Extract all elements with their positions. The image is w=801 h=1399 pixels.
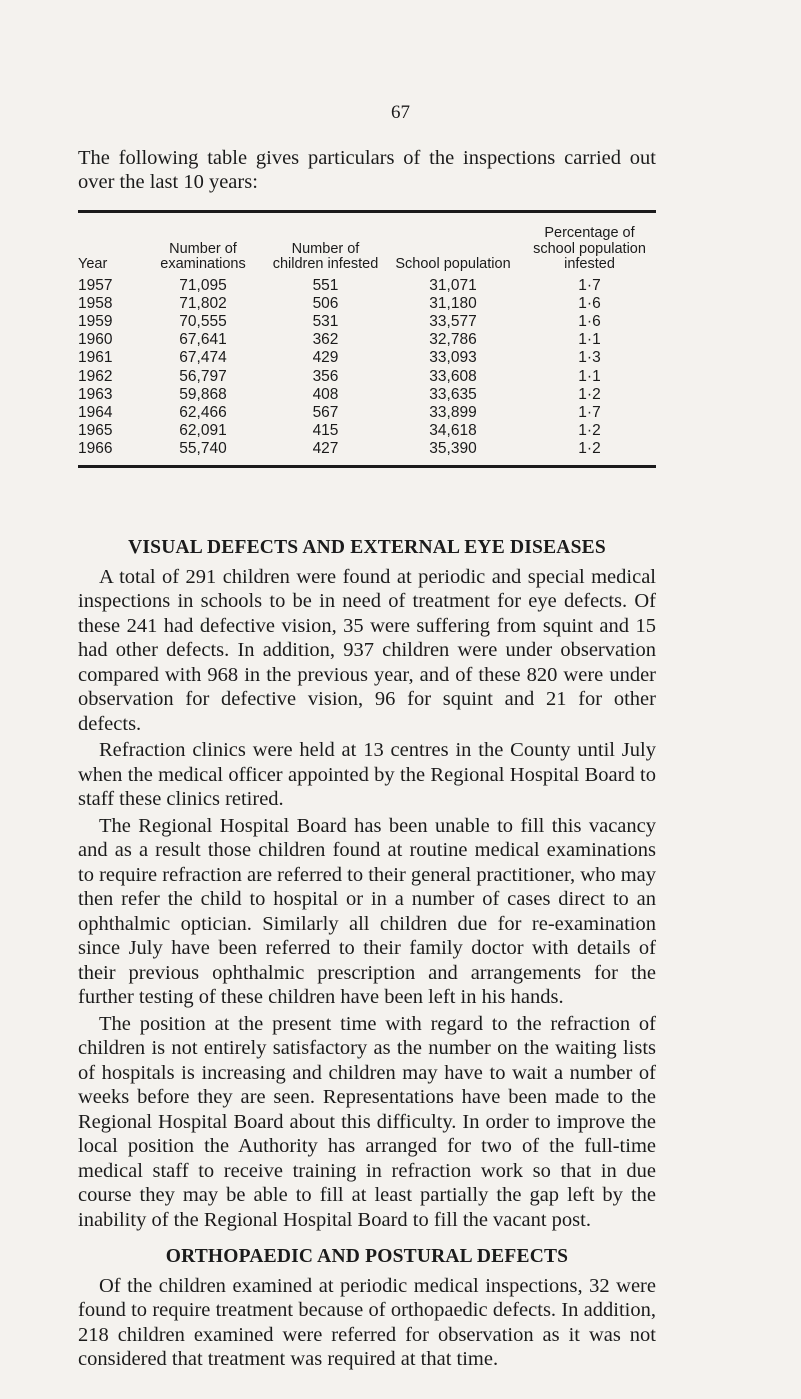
table-row (78, 313, 656, 331)
cell-year: 1958 (78, 294, 113, 312)
cell-percentage: 1·2 (578, 440, 601, 458)
cell-population: 33,093 (429, 349, 477, 367)
cell-infested: 427 (312, 440, 339, 458)
inspections-table (78, 226, 656, 459)
cell-population: 33,577 (429, 312, 477, 330)
cell-population: 33,608 (429, 367, 477, 385)
header-population: School population (395, 256, 511, 272)
orthopaedic-section (78, 1245, 656, 1374)
header-infested: Number of children infested (272, 240, 379, 272)
table-row (78, 422, 656, 440)
table-row (78, 331, 656, 349)
visual-paragraph-3: The Regional Hospital Board has been unable to fill this vacancy and as a result those children found at routine medical examinations to require refraction are referred to their general practitioner, who may then refer the child to hospital or in a number of cases direct to an ophthalmic optician. Similarly all children due for re-examination since July have been referred to their family doctor with details of their previous ophthalmic prescription and arrangements for the further testing of these children have been left in his hands. (78, 814, 657, 1008)
table-row (78, 349, 656, 367)
orthopaedic-paragraph-1: Of the children examined at periodic medical inspections, 32 were found to require treatment because of orthopaedic defects. In addition, 218 children examined were referred for observation as it was not considered that treatment was required at that time. (78, 1274, 656, 1370)
cell-year: 1959 (78, 312, 113, 330)
cell-year: 1966 (78, 440, 113, 458)
cell-examinations: 71,095 (179, 276, 227, 294)
table-top-rule (78, 210, 656, 213)
cell-infested: 429 (312, 349, 339, 367)
cell-year: 1964 (78, 403, 113, 421)
cell-year: 1963 (78, 385, 113, 403)
table-body (78, 277, 656, 459)
table-row (78, 277, 656, 295)
cell-examinations: 59,868 (179, 385, 227, 403)
cell-examinations: 67,474 (179, 349, 227, 367)
cell-population: 31,180 (429, 294, 477, 312)
cell-infested: 408 (312, 385, 339, 403)
cell-infested: 506 (312, 294, 339, 312)
cell-examinations: 62,091 (179, 422, 227, 440)
cell-year: 1962 (78, 367, 113, 385)
cell-population: 34,618 (429, 422, 477, 440)
cell-percentage: 1·7 (578, 276, 601, 294)
intro-paragraph: The following table gives particulars of the inspections carried out over the last 10 years: (78, 147, 656, 193)
visual-paragraph-1: A total of 291 children were found at periodic and special medical inspections in schools to be in need of treatment for eye defects. Of these 241 had defective vision, 35 were suffering from squint and 15 had other defects. In addition, 937 children were under observation compared with 968 in the previous year, and of these 820 were under observation for defective vision, 96 for squint and 21 for other defects. (78, 565, 656, 735)
cell-population: 33,635 (429, 385, 477, 403)
cell-year: 1961 (78, 349, 113, 367)
cell-percentage: 1·2 (578, 385, 601, 403)
cell-examinations: 56,797 (179, 367, 227, 385)
cell-examinations: 70,555 (179, 312, 227, 330)
table-row (78, 368, 656, 386)
cell-examinations: 55,740 (179, 440, 227, 458)
cell-percentage: 1·7 (578, 403, 601, 421)
orthopaedic-heading: ORTHOPAEDIC AND POSTURAL DEFECTS (165, 1246, 569, 1267)
cell-percentage: 1·6 (578, 312, 601, 330)
inspections-table-wrapper (78, 210, 656, 468)
cell-population: 32,786 (429, 331, 477, 349)
cell-year: 1957 (78, 276, 113, 294)
table-row (78, 386, 656, 404)
table-header-row (78, 226, 656, 277)
page-number: 67 (391, 102, 410, 123)
visual-paragraph-2: Refraction clinics were held at 13 centres in the County until July when the medical officer appointed by the Regional Hospital Board to staff these clinics retired. (78, 739, 656, 810)
cell-percentage: 1·6 (578, 294, 601, 312)
header-examinations: Number of examinations (160, 240, 246, 272)
cell-population: 33,899 (429, 403, 477, 421)
cell-infested: 362 (312, 331, 339, 349)
header-percentage: Percentage of school population infested (533, 225, 646, 272)
cell-percentage: 1·1 (578, 367, 601, 385)
cell-year: 1965 (78, 422, 113, 440)
table-row (78, 440, 656, 458)
cell-examinations: 71,802 (179, 294, 227, 312)
cell-percentage: 1·2 (578, 422, 601, 440)
cell-infested: 415 (312, 422, 339, 440)
cell-year: 1960 (78, 331, 113, 349)
cell-examinations: 62,466 (179, 403, 227, 421)
cell-population: 31,071 (429, 276, 477, 294)
cell-infested: 551 (312, 276, 339, 294)
cell-infested: 356 (312, 367, 339, 385)
visual-defects-section (78, 536, 656, 1234)
header-year: Year (78, 256, 108, 272)
table-bottom-rule (78, 465, 656, 468)
cell-infested: 567 (312, 403, 339, 421)
table-row (78, 295, 656, 313)
cell-percentage: 1·3 (578, 349, 601, 367)
table-row (78, 404, 656, 422)
visual-defects-heading: VISUAL DEFECTS AND EXTERNAL EYE DISEASES (128, 537, 606, 558)
cell-examinations: 67,641 (179, 331, 227, 349)
visual-paragraph-4: The position at the present time with regard to the refraction of children is not entirely satisfactory as the number on the waiting lists of hospitals is increasing and children may have to wait a number of weeks before they are seen. Representations have been made to the Regional Hospital Board about this difficulty. In order to improve the local position the Authority has arranged for two of the full-time medical staff to receive training in refraction work so that in due course they may be able to fill at least partially the gap left by the inability of the Regional Hospital Board to fill the vacant post. (78, 1012, 656, 1231)
cell-percentage: 1·1 (578, 331, 601, 349)
cell-population: 35,390 (429, 440, 477, 458)
cell-infested: 531 (312, 312, 339, 330)
